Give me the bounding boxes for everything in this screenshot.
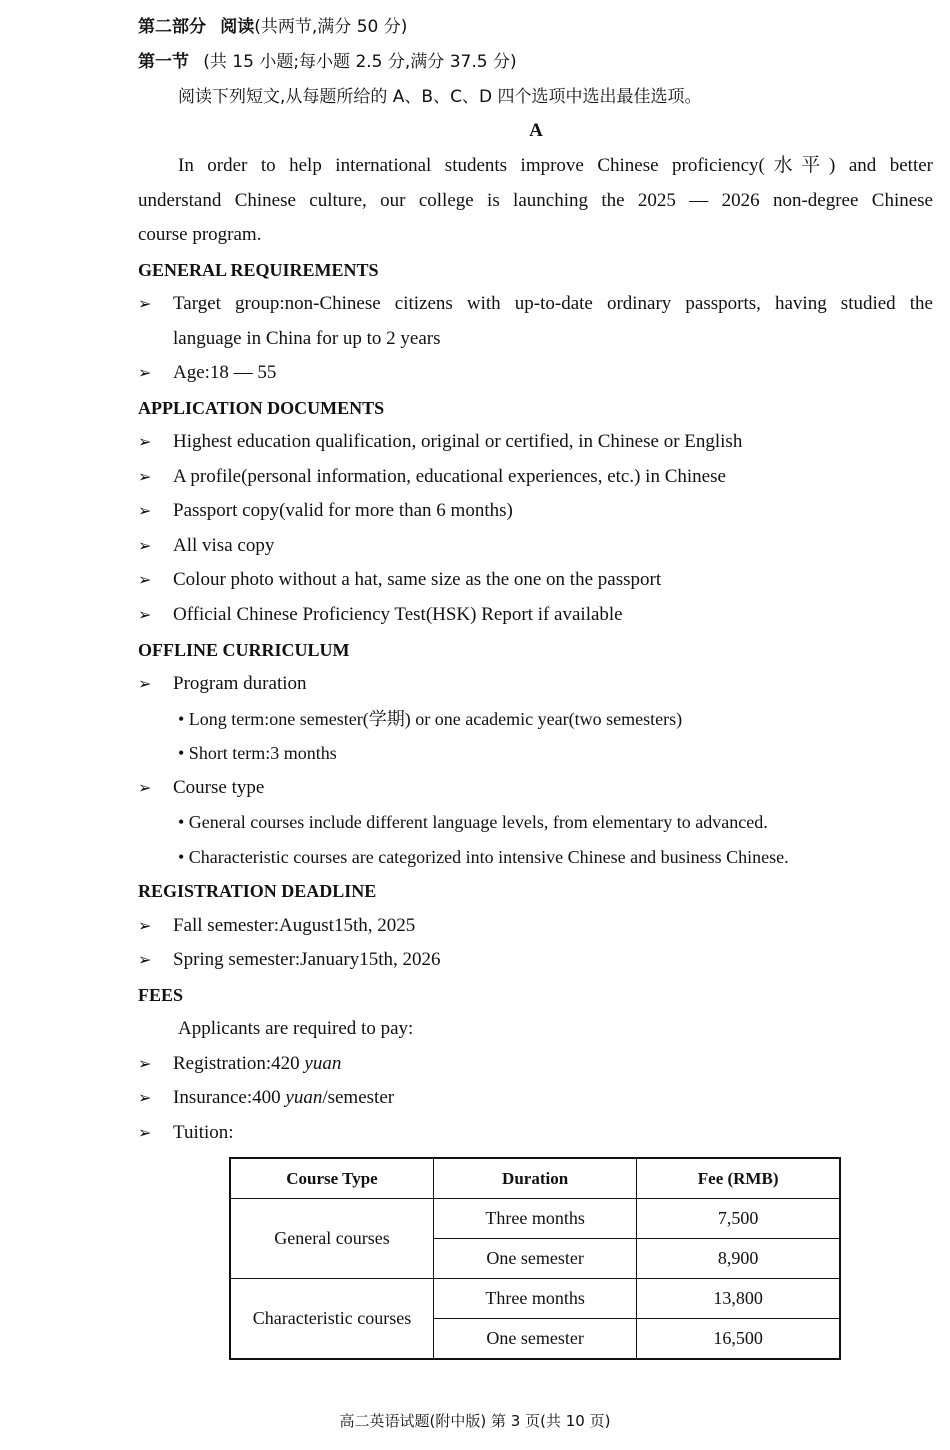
bullet-arrow-icon: ➢: [138, 363, 152, 382]
course-type-label: Course type: [173, 777, 265, 798]
fee-cell: 8,900: [637, 1239, 840, 1279]
bullet-arrow-icon: ➢: [138, 432, 152, 451]
document-item: Official Chinese Proficiency Test(HSK) Report if available: [173, 604, 623, 625]
fee-cell: 13,800: [637, 1279, 840, 1319]
document-item: Passport copy(valid for more than 6 months): [173, 500, 513, 521]
fees-intro: Applicants are required to pay:: [178, 1018, 414, 1039]
insurance-fee-label: Insurance:400: [173, 1087, 286, 1108]
registration-fee: [173, 1053, 341, 1075]
fees-heading: FEES: [138, 985, 184, 1005]
application-documents-heading: APPLICATION DOCUMENTS: [138, 398, 385, 418]
insurance-fee: [173, 1087, 394, 1109]
duration-cell: One semester: [433, 1319, 636, 1360]
column-header: Duration: [433, 1158, 636, 1199]
target-group-line-2: language in China for up to 2 years: [173, 328, 441, 349]
bullet-arrow-icon: ➢: [138, 1123, 152, 1142]
short-term-item: • Short term:3 months: [178, 743, 337, 763]
yuan-unit: yuan: [304, 1053, 342, 1074]
characteristic-courses-item: • Characteristic courses are categorized into intensive Chinese and business Chinese.: [178, 847, 789, 867]
offline-curriculum-heading: OFFLINE CURRICULUM: [138, 640, 350, 660]
document-item: Highest education qualification, original or certified, in Chinese or English: [173, 431, 743, 452]
column-header: Course Type: [230, 1158, 433, 1199]
document-item: A profile(personal information, educational experiences, etc.) in Chinese: [173, 466, 726, 487]
bullet-arrow-icon: ➢: [138, 501, 152, 520]
long-term-item: • Long term:one semester(学期) or one academic year(two semesters): [178, 709, 683, 729]
duration-cell: One semester: [433, 1239, 636, 1279]
bullet-arrow-icon: ➢: [138, 778, 152, 797]
document-item: All visa copy: [173, 535, 275, 556]
intro-line-1: In order to help international students improve Chinese proficiency(水平) and better: [178, 155, 933, 176]
fee-cell: 16,500: [637, 1319, 840, 1360]
yuan-unit: yuan: [285, 1087, 323, 1108]
table-row: [230, 1199, 840, 1239]
target-group-line-1: Target group:non-Chinese citizens with up-to-date ordinary passports, having studied the: [173, 293, 933, 314]
section-label: 第一节: [138, 52, 189, 72]
fee-cell: 7,500: [637, 1199, 840, 1239]
registration-deadline-heading: REGISTRATION DEADLINE: [138, 881, 377, 901]
page-footer: 高二英语试题(附中版) 第 3 页(共 10 页): [339, 1412, 611, 1430]
part-label: 第二部分: [138, 17, 206, 37]
bullet-arrow-icon: ➢: [138, 467, 152, 486]
section-note: (共 15 小题;每小题 2.5 分,满分 37.5 分): [203, 52, 517, 72]
intro-line-3: course program.: [138, 224, 262, 245]
tuition-label: Tuition:: [173, 1122, 234, 1143]
registration-fee-label: Registration:420: [173, 1053, 305, 1074]
intro-line-2: understand Chinese culture, our college is launching the 2025 — 2026 non-degree Chinese: [138, 190, 933, 211]
program-duration-label: Program duration: [173, 673, 307, 694]
per-semester-label: /semester: [322, 1087, 395, 1108]
bullet-arrow-icon: ➢: [138, 536, 152, 555]
part-heading: [138, 16, 407, 38]
instruction: 阅读下列短文,从每题所给的 A、B、C、D 四个选项中选出最佳选项。: [178, 87, 702, 107]
table-row: [230, 1279, 840, 1319]
course-type-cell: Characteristic courses: [230, 1279, 433, 1360]
bullet-arrow-icon: ➢: [138, 916, 152, 935]
document-item: Colour photo without a hat, same size as the one on the passport: [173, 569, 662, 590]
spring-deadline: Spring semester:January15th, 2026: [173, 949, 441, 970]
duration-cell: Three months: [433, 1199, 636, 1239]
tuition-table: [229, 1157, 841, 1360]
bullet-arrow-icon: ➢: [138, 674, 152, 693]
passage-letter: A: [529, 120, 543, 141]
fall-deadline: Fall semester:August15th, 2025: [173, 915, 416, 936]
course-type-cell: General courses: [230, 1199, 433, 1279]
bullet-arrow-icon: ➢: [138, 605, 152, 624]
part-title: 阅读: [220, 17, 255, 37]
bullet-arrow-icon: ➢: [138, 950, 152, 969]
general-requirements-heading: GENERAL REQUIREMENTS: [138, 260, 379, 280]
bullet-arrow-icon: ➢: [138, 294, 152, 313]
bullet-arrow-icon: ➢: [138, 570, 152, 589]
bullet-arrow-icon: ➢: [138, 1054, 152, 1073]
table-header-row: [230, 1158, 840, 1199]
bullet-arrow-icon: ➢: [138, 1088, 152, 1107]
column-header: Fee (RMB): [637, 1158, 840, 1199]
general-courses-item: • General courses include different language levels, from elementary to advanced.: [178, 812, 768, 832]
part-note: (共两节,满分 50 分): [254, 17, 408, 37]
duration-cell: Three months: [433, 1279, 636, 1319]
section-heading: [138, 51, 517, 73]
age-requirement: Age:18 — 55: [173, 362, 277, 383]
